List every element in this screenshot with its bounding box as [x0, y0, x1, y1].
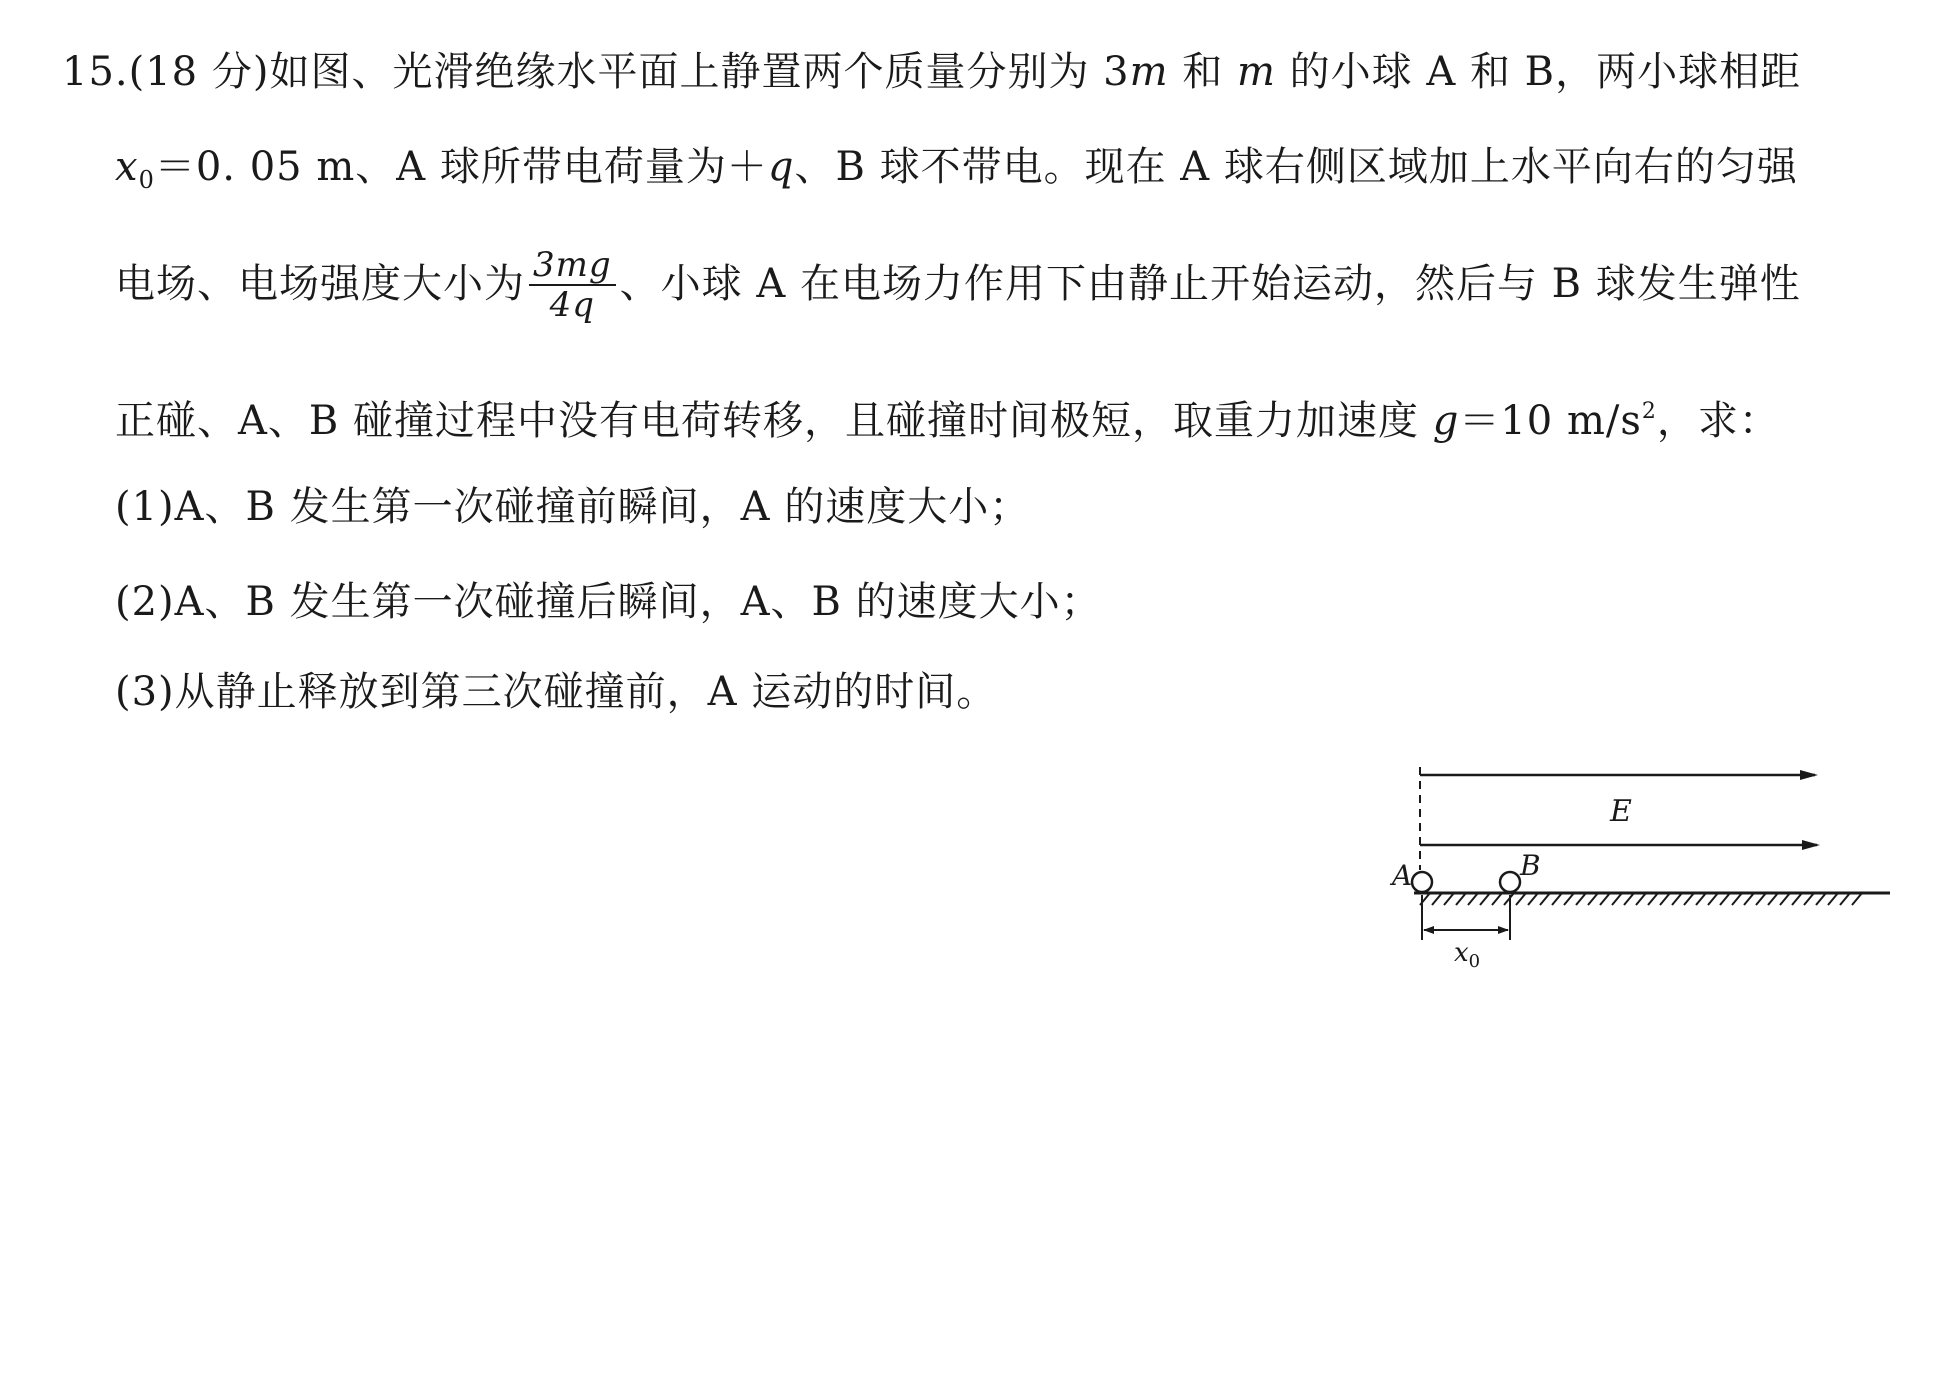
distance-symbol: x — [115, 144, 139, 190]
problem-line1-tail: 的小球 A 和 B，两小球相距 — [1275, 49, 1802, 95]
problem-line2-text: ＝0. 05 m、A 球所带电荷量为＋ — [154, 144, 768, 190]
problem-line3-head: 电场、电场强度大小为 — [115, 261, 525, 307]
problem-points: (18 分) — [128, 49, 270, 95]
question-2: (2)A、B 发生第一次碰撞后瞬间，A、B 的速度大小； — [115, 579, 1102, 625]
distance-label-sub: 0 — [1468, 951, 1481, 972]
gravity-symbol: g — [1432, 398, 1460, 444]
ball-b-label: B — [1520, 849, 1541, 882]
problem-line2-tail: 、B 球不带电。现在 A 球右侧区域加上水平向右的匀强 — [794, 144, 1798, 190]
mass-symbol-b: m — [1237, 49, 1276, 95]
distance-label — [1454, 938, 1480, 972]
question-3: (3)从静止释放到第三次碰撞前，A 运动的时间。 — [115, 669, 998, 715]
ball-a — [1412, 872, 1432, 892]
problem-line-4 — [115, 388, 1780, 445]
charge-symbol: q — [767, 144, 795, 190]
distance-label-symbol: x — [1454, 938, 1469, 968]
field-label: E — [1610, 794, 1632, 829]
problem-line3-tail: 、小球 A 在电场力作用下由静止开始运动，然后与 B 球发生弹性 — [619, 261, 1801, 307]
distance-subscript: 0 — [138, 166, 155, 194]
fraction-denominator: 4q — [549, 285, 596, 325]
problem-line1-text: 如图、光滑绝缘水平面上静置两个质量分别为 3 — [269, 49, 1130, 95]
problem-line4-head: 正碰、A、B 碰撞过程中没有电荷转移，且碰撞时间极短，取重力加速度 — [115, 398, 1433, 444]
problem-line-1 — [62, 48, 1801, 96]
problem-line-3 — [115, 245, 1801, 326]
problem-line-2 — [115, 143, 1798, 204]
question-1: (1)A、B 发生第一次碰撞前瞬间，A 的速度大小； — [115, 484, 1031, 530]
field-strength-fraction — [529, 246, 616, 324]
arrowhead-bottom-icon — [1802, 840, 1820, 850]
problem-line4-mid: ＝10 m/s — [1459, 398, 1642, 444]
problem-line4-tail: ，求： — [1656, 398, 1780, 444]
problem-number: 15. — [62, 49, 129, 95]
distance-arrowhead-right-icon — [1498, 926, 1509, 934]
ground-hatching — [1420, 893, 1862, 905]
distance-arrowhead-left-icon — [1423, 926, 1434, 934]
fraction-numerator: 3mg — [533, 245, 612, 285]
arrowhead-top-icon — [1800, 770, 1818, 780]
physics-figure — [1370, 755, 1910, 985]
problem-line1-and: 和 — [1168, 49, 1237, 95]
mass-symbol-a: m — [1129, 49, 1169, 95]
ball-a-label: A — [1392, 859, 1413, 892]
unit-superscript: 2 — [1641, 399, 1657, 424]
ball-b — [1500, 872, 1520, 892]
